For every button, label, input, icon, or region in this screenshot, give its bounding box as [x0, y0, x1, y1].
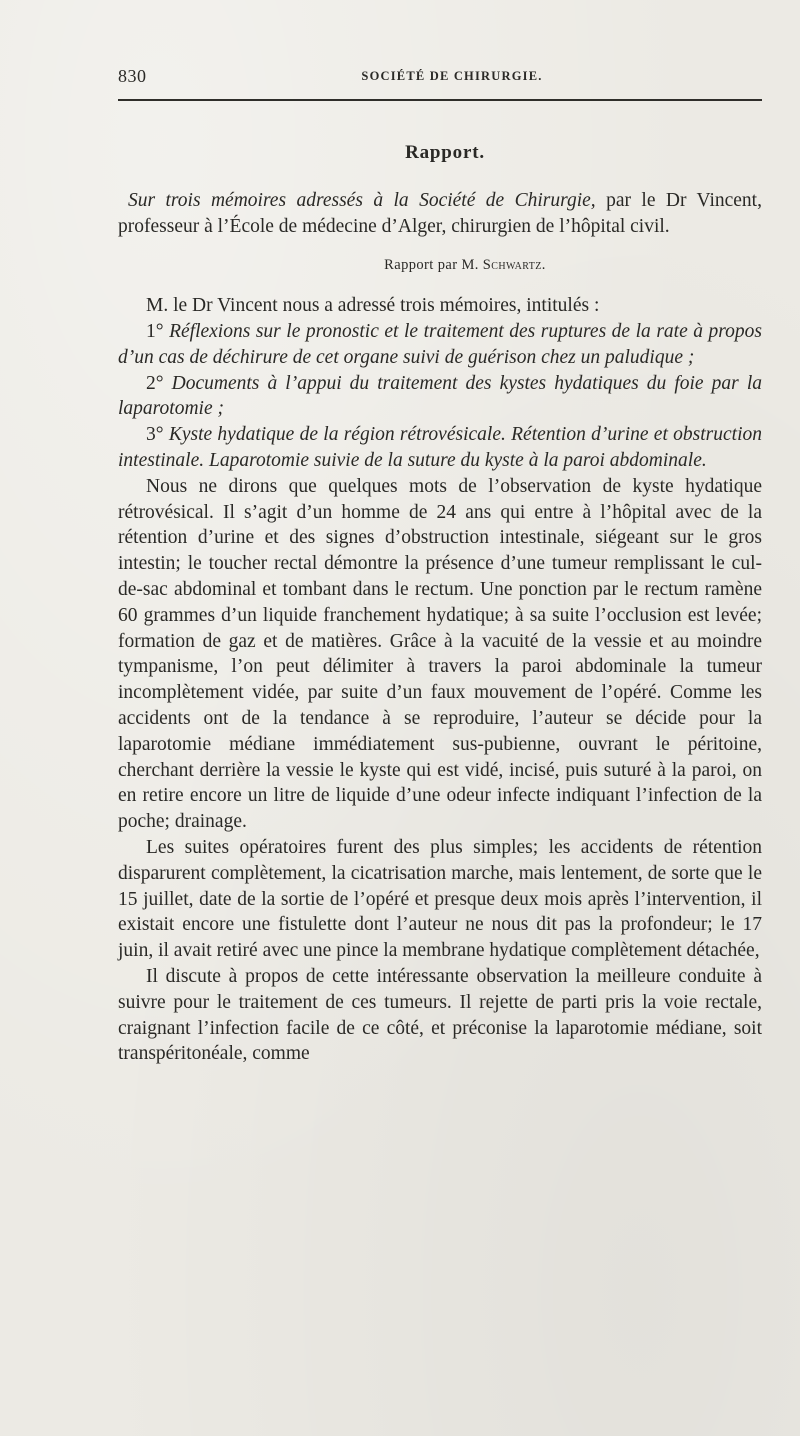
- header-rule: [118, 99, 762, 101]
- memoir-number: 3°: [146, 424, 169, 446]
- memoir-item: [118, 319, 762, 371]
- memoir-number: 2°: [146, 372, 172, 394]
- body-paragraph: Il discute à propos de cette intéressante observation la meilleure conduite à suivre pour le traitement de ces tumeurs. Il rejette de parti pris la voie rectale, craignant l’infection facile de ce côté, et préconise la laparotomie médiane, soit transpéritonéale, comme: [118, 965, 762, 1065]
- running-head: SOCIÉTÉ DE CHIRURGIE.: [361, 69, 543, 83]
- report-subject-rest: par le Dr Vincent, professeur à l’École de médecine d’Alger, chirurgien de l’hôpital civil.: [118, 189, 762, 237]
- page-number: 830: [118, 66, 147, 86]
- byline-author: Schwartz.: [482, 257, 546, 274]
- memoir-number: 1°: [146, 320, 170, 342]
- report-byline: [118, 253, 762, 279]
- memoir-title: Réflexions sur le pronostic et le traitement des ruptures de la rate à propos d’un cas de déchirure de cet organe suivi de guérison chez un paludique ;: [118, 320, 762, 368]
- memoir-item: [118, 371, 762, 423]
- report-subject: [118, 188, 762, 240]
- body-paragraph: Nous ne dirons que quelques mots de l’observation de kyste hydatique rétrovésical. Il s’agit d’un homme de 24 ans qui entre à l’hôpital avec de la rétention d’urine et des signes d’obstruction intestinale, siégeant sur le gros intestin; le toucher rectal démontre la présence d’une tumeur remplissant le cul-de-sac abdominal et tombant dans le rectum. Une ponction par le rectum ramène 60 grammes d’un liquide franchement hydatique; à sa suite l’occlusion est levée; formation de gaz et de matières. Grâce à la vacuité de la vessie et au moindre tympanisme, l’on peut délimiter à travers la paroi abdominale la tumeur incomplètement vidée, par suite d’un faux mouvement de l’opéré. Comme les accidents ont de la tendance à se reproduire, l’auteur se décide pour la laparotomie médiane immédiatement sus-pubienne, ouvrant le péritoine, cherchant derrière la vessie le kyste qui est vidé, incisé, puis suturé à la paroi, on en retire encore un litre de liquide d’une odeur infecte indiquant l’infection de la poche; drainage.: [118, 475, 762, 833]
- report-subject-italic: Sur trois mémoires adressés à la Société de Chirurgie,: [128, 189, 596, 211]
- intro-paragraph: M. le Dr Vincent nous a adressé trois mémoires, intitulés :: [146, 295, 600, 317]
- body-paragraph: Les suites opératoires furent des plus simples; les accidents de rétention disparurent complètement, la cicatrisation marche, mais lentement, de sorte que le 15 juillet, date de la sortie de l’opéré et presque deux mois après l’intervention, il existait encore une fistulette dont l’auteur ne nous dit pas la profondeur; le 17 juin, il avait retiré avec une pince la membrane hydatique complètement détachée,: [118, 836, 762, 962]
- memoir-title: Documents à l’appui du traitement des kystes hydatiques du foie par la laparotomie ;: [118, 372, 762, 420]
- memoir-item: [118, 422, 762, 474]
- byline-prefix: Rapport par M.: [384, 257, 483, 274]
- memoir-title: Kyste hydatique de la région rétrovésicale. Rétention d’urine et obstruction intestinale. Laparotomie suivie de la suture du kyste à la paroi abdominale.: [118, 424, 762, 471]
- article-body: [118, 140, 762, 1067]
- section-title: Rapport.: [405, 142, 485, 163]
- page-header: [118, 66, 762, 90]
